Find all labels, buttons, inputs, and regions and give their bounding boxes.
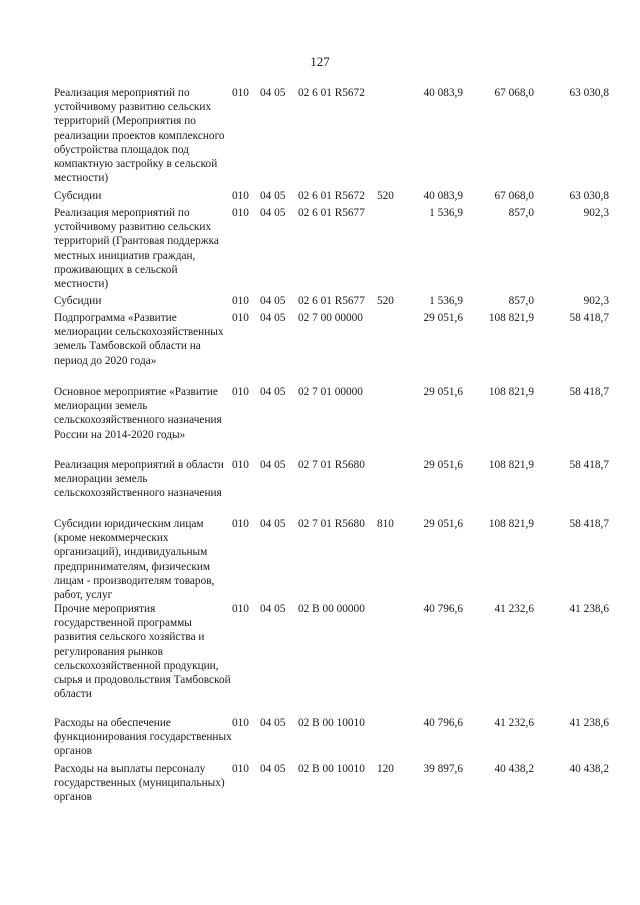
value-year-3: 41 238,6 — [569, 717, 609, 729]
section-code: 04 05 — [260, 190, 286, 202]
value-year-2: 857,0 — [508, 295, 534, 307]
target-code: 02 6 01 R5677 — [298, 207, 365, 219]
section-code: 04 05 — [260, 459, 286, 471]
section-code: 04 05 — [260, 386, 286, 398]
value-year-2: 67 068,0 — [494, 87, 534, 99]
ministry-code: 010 — [232, 717, 249, 729]
target-code: 02 7 01 R5680 — [298, 459, 365, 471]
value-year-2: 108 821,9 — [488, 312, 534, 324]
row-name: Реализация мероприятий в области мелиорации земель сельскохозяйственного назначения — [54, 459, 224, 500]
value-year-1: 29 051,6 — [423, 386, 463, 398]
expense-type-code: 810 — [377, 518, 394, 530]
expense-type-code: 520 — [377, 190, 394, 202]
ministry-code: 010 — [232, 190, 249, 202]
value-year-1: 40 083,9 — [423, 87, 463, 99]
value-year-2: 108 821,9 — [488, 518, 534, 530]
value-year-2: 857,0 — [508, 207, 534, 219]
section-code: 04 05 — [260, 295, 286, 307]
value-year-3: 40 438,2 — [569, 763, 609, 775]
value-year-3: 63 030,8 — [569, 190, 609, 202]
section-code: 04 05 — [260, 312, 286, 324]
section-code: 04 05 — [260, 717, 286, 729]
value-year-3: 58 418,7 — [569, 386, 609, 398]
value-year-1: 39 897,6 — [423, 763, 463, 775]
row-name: Основное мероприятие «Развитие мелиорации земель сельскохозяйственного назначения России на 2014-2020 годы» — [54, 386, 222, 441]
value-year-1: 40 796,6 — [423, 717, 463, 729]
expense-type-code: 520 — [377, 295, 394, 307]
section-code: 04 05 — [260, 87, 286, 99]
expense-type-code: 120 — [377, 763, 394, 775]
ministry-code: 010 — [232, 207, 249, 219]
target-code: 02 6 01 R5672 — [298, 87, 365, 99]
row-name: Реализация мероприятий по устойчивому развитию сельских территорий (Грантовая поддержка местных инициатив граждан, проживающих в сельской местности) — [54, 207, 219, 291]
target-code: 02 В 00 10010 — [298, 717, 365, 729]
value-year-1: 29 051,6 — [423, 312, 463, 324]
value-year-2: 67 068,0 — [494, 190, 534, 202]
value-year-1: 1 536,9 — [429, 295, 463, 307]
target-code: 02 7 01 R5680 — [298, 518, 365, 530]
row-name: Расходы на выплаты персоналу государственных (муниципальных) органов — [54, 763, 225, 804]
row-name: Субсидии — [54, 295, 102, 307]
value-year-3: 58 418,7 — [569, 312, 609, 324]
row-name: Реализация мероприятий по устойчивому развитию сельских территорий (Мероприятия по реализации проектов комплексного обустройства площадок под компактную застройку в сельской местности) — [54, 87, 225, 185]
target-code: 02 6 01 R5677 — [298, 295, 365, 307]
value-year-2: 108 821,9 — [488, 386, 534, 398]
ministry-code: 010 — [232, 87, 249, 99]
target-code: 02 В 00 00000 — [298, 603, 365, 615]
row-name: Расходы на обеспечение функционирования государственных органов — [54, 717, 232, 758]
section-code: 04 05 — [260, 518, 286, 530]
ministry-code: 010 — [232, 603, 249, 615]
section-code: 04 05 — [260, 207, 286, 219]
value-year-3: 902,3 — [583, 295, 609, 307]
value-year-2: 108 821,9 — [488, 459, 534, 471]
value-year-3: 902,3 — [583, 207, 609, 219]
row-name: Подпрограмма «Развитие мелиорации сельскохозяйственных земель Тамбовской области на период до 2020 года» — [54, 312, 224, 367]
target-code: 02 7 01 00000 — [298, 386, 363, 398]
value-year-3: 58 418,7 — [569, 459, 609, 471]
target-code: 02 6 01 R5672 — [298, 190, 365, 202]
row-name: Субсидии юридическим лицам (кроме некоммерческих организаций), индивидуальным предпринимателям, физическим лицам - производителям товаров, работ, услуг — [54, 518, 215, 602]
ministry-code: 010 — [232, 312, 249, 324]
ministry-code: 010 — [232, 518, 249, 530]
value-year-1: 29 051,6 — [423, 459, 463, 471]
ministry-code: 010 — [232, 763, 249, 775]
value-year-3: 58 418,7 — [569, 518, 609, 530]
ministry-code: 010 — [232, 295, 249, 307]
row-name: Субсидии — [54, 190, 102, 202]
section-code: 04 05 — [260, 763, 286, 775]
section-code: 04 05 — [260, 603, 286, 615]
value-year-1: 40 083,9 — [423, 190, 463, 202]
value-year-1: 40 796,6 — [423, 603, 463, 615]
target-code: 02 В 00 10010 — [298, 763, 365, 775]
value-year-2: 41 232,6 — [494, 717, 534, 729]
value-year-2: 40 438,2 — [494, 763, 534, 775]
value-year-1: 29 051,6 — [423, 518, 463, 530]
ministry-code: 010 — [232, 459, 249, 471]
value-year-3: 41 238,6 — [569, 603, 609, 615]
value-year-2: 41 232,6 — [494, 603, 534, 615]
ministry-code: 010 — [232, 386, 249, 398]
value-year-1: 1 536,9 — [429, 207, 463, 219]
value-year-3: 63 030,8 — [569, 87, 609, 99]
row-name: Прочие мероприятия государственной программы развития сельского хозяйства и регулирования рынков сельскохозяйственной продукции, сырья и продовольствия Тамбовской области — [54, 603, 231, 701]
page-number: 127 — [310, 54, 330, 69]
target-code: 02 7 00 00000 — [298, 312, 363, 324]
